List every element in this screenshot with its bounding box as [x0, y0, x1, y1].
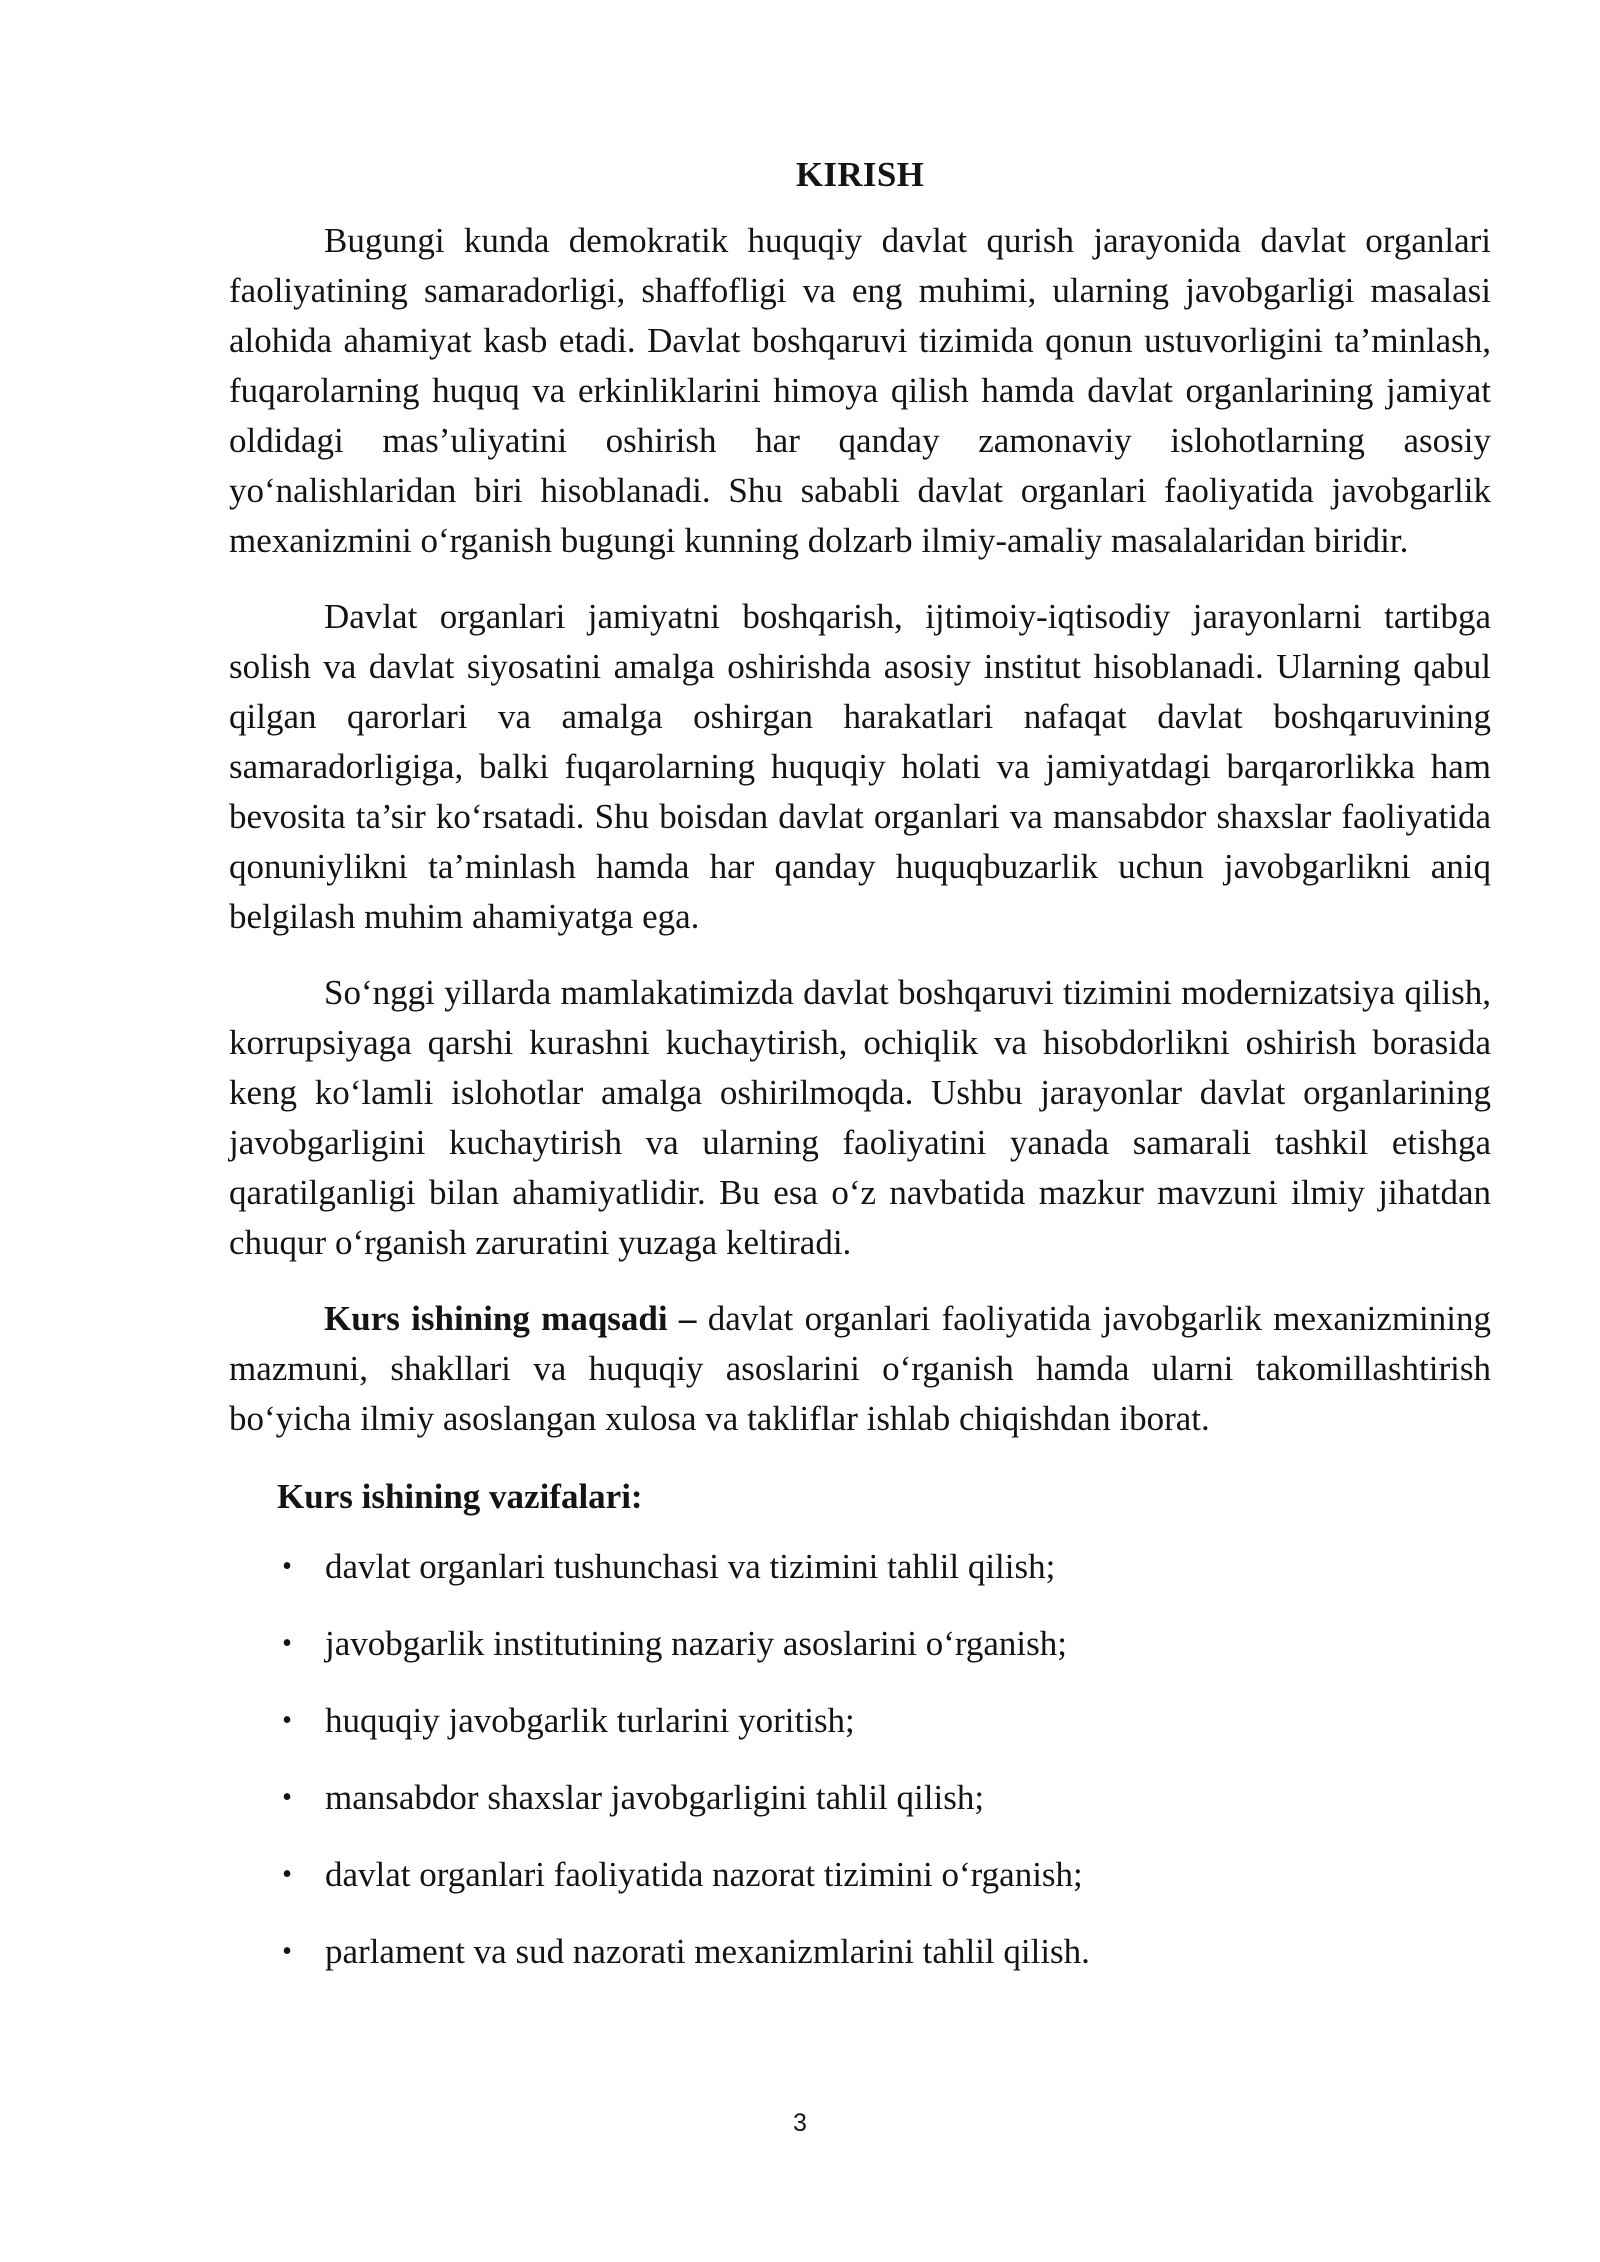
bullet-icon: • [282, 1551, 292, 1582]
paragraph-text: Bugungi kunda demokratik huquqiy davlat qurish jarayonida davlat organlari faoliyatining samaradorligi, shaffofligi va eng muhimi, ularning javobgarligi masalasi alohida ahamiyat kasb etadi. Davlat boshqaruvi tizimida qonun ustuvorligini ta’minlash, fuqarolarning huquq va erkinliklarini himoya qilish hamda davlat organlarining jamiyat oldidagi mas’uliyatini oshirish har qanday zamonaviy islohotlarning asosiy yo‘nalishlaridan biri hisoblanadi. Shu sababli davlat organlari faoliyatida javobgarlik mexanizmini o‘rganish bugungi kunning dolzarb ilmiy-amaliy masalalaridan biridir. [229, 221, 1491, 560]
paragraph [229, 216, 1491, 566]
paragraph-text: Davlat organlari jamiyatni boshqarish, ijtimoiy-iqtisodiy jarayonlarni tartibga solish va davlat siyosatini amalga oshirishda asosiy institut hisoblanadi. Ularning qabul qilgan qarorlari va amalga oshirgan harakatlari nafaqat davlat boshqaruvining samaradorligiga, balki fuqarolarning huquqiy holati va jamiyatdagi barqarorlikka ham bevosita ta’sir ko‘rsatadi. Shu boisdan davlat organlari va mansabdor shaxslar faoliyatida qonuniylikni ta’minlash hamda har qanday huquqbuzarlik uchun javobgarlikni aniq belgilash muhim ahamiyatga ega. [229, 597, 1491, 936]
task-list-item [229, 1850, 1491, 1900]
bullet-icon: • [282, 1859, 292, 1890]
section-title: KIRISH [795, 155, 925, 194]
task-list-item [229, 1773, 1491, 1823]
paragraph-text: So‘nggi yillarda mamlakatimizda davlat boshqaruvi tizimini modernizatsiya qilish, korrupsiyaga qarshi kurashni kuchaytirish, ochiqlik va hisobdorlikni oshirish borasida keng ko‘lamli islohotlar amalga oshirilmoqda. Ushbu jarayonlar davlat organlarining javobgarligini kuchaytirish va ularning faoliyatini yanada samarali tashkil etishga qaratilganligi bilan ahamiyatlidir. Bu esa o‘z navbatida mazkur mavzuni ilmiy jihatdan chuqur o‘rganish zaruratini yuzaga keltiradi. [229, 973, 1491, 1262]
goal-text: davlat organlari faoliyatida javobgarlik mexanizmining mazmuni, shakllari va huquqiy asoslarini o‘rganish hamda ularni takomillashtirish bo‘yicha ilmiy asoslangan xulosa va takliflar ishlab chiqishdan iborat. [229, 1299, 1491, 1438]
task-text: mansabdor shaxslar javobgarligini tahlil qilish; [325, 1778, 985, 1817]
task-list-item [229, 1696, 1491, 1746]
task-list-item [229, 1619, 1491, 1669]
task-text: javobgarlik institutining nazariy asoslarini o‘rganish; [325, 1624, 1067, 1663]
goal-paragraph [229, 1294, 1491, 1444]
goal-lead: Kurs ishining maqsadi – [324, 1299, 697, 1338]
task-list-item [229, 1927, 1491, 1977]
task-text: davlat organlari tushunchasi va tizimini tahlil qilish; [325, 1547, 1056, 1586]
bullet-icon: • [282, 1782, 292, 1813]
task-list [229, 1542, 1491, 1977]
task-list-item [229, 1542, 1491, 1592]
task-text: huquqiy javobgarlik turlarini yoritish; [325, 1701, 855, 1740]
page-content [229, 146, 1491, 2004]
bullet-icon: • [282, 1936, 292, 1967]
paragraph [229, 592, 1491, 942]
task-text: parlament va sud nazorati mexanizmlarini tahlil qilish. [325, 1932, 1090, 1971]
paragraph [229, 968, 1491, 1268]
task-text: davlat organlari faoliyatida nazorat tizimini o‘rganish; [325, 1855, 1083, 1894]
page-number: 3 [793, 2109, 807, 2137]
tasks-heading: Kurs ishining vazifalari: [277, 1477, 643, 1516]
bullet-icon: • [282, 1705, 292, 1736]
bullet-icon: • [282, 1628, 292, 1659]
